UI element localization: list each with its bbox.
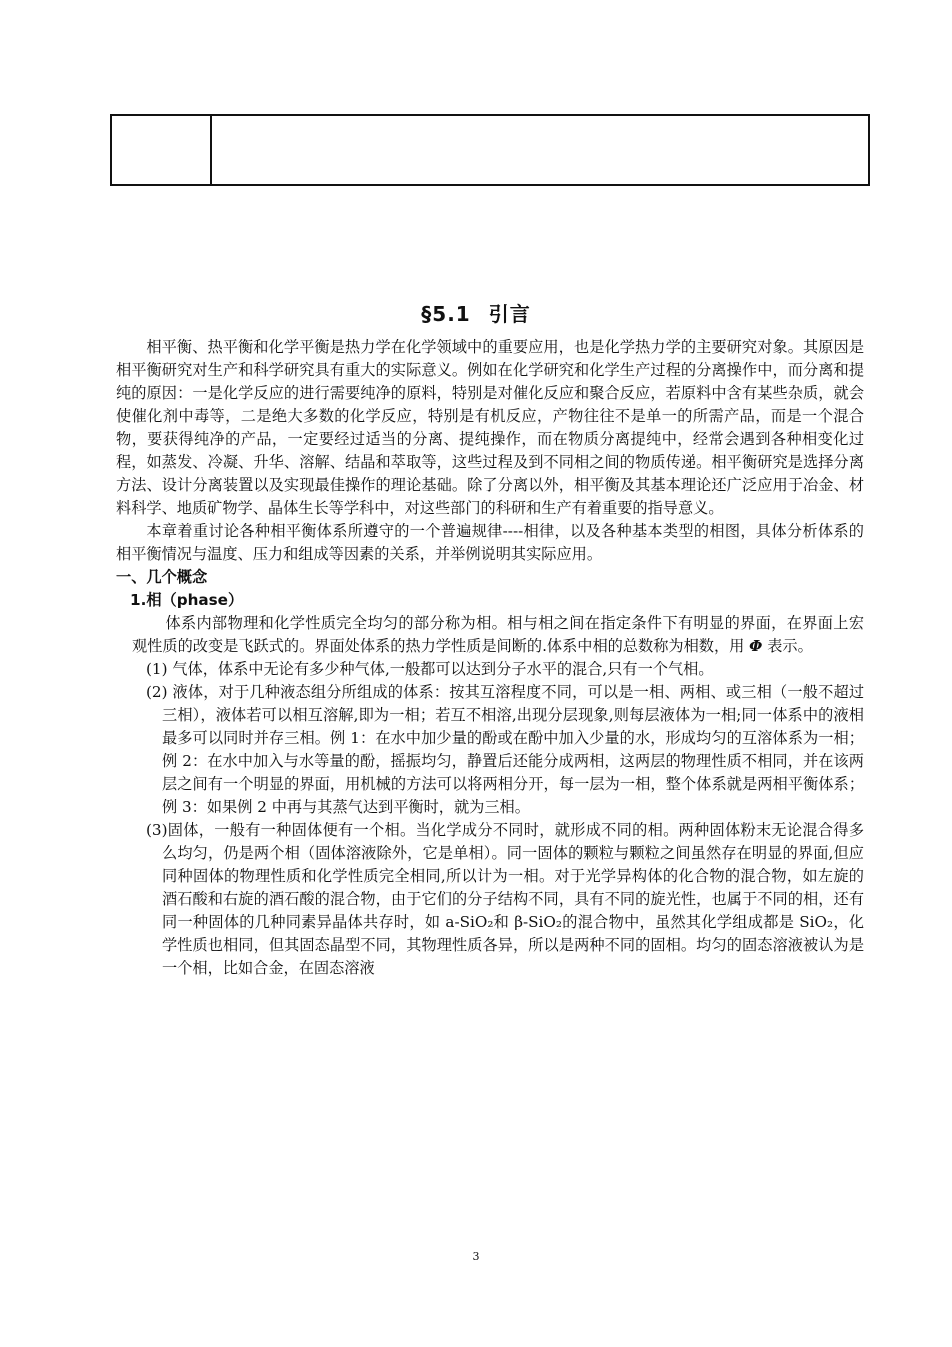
section-title xyxy=(0,298,952,327)
chapter-overview-paragraph: 本章着重讨论各种相平衡体系所遵守的一个普遍规律----相律，以及各种基本类型的相图，具体分析体系的相平衡情况与温度、压力和组成等因素的关系，并举例说明其实际应用。 xyxy=(116,522,864,563)
phase-definition-tail: 表示。 xyxy=(767,637,813,655)
list-item-liquid xyxy=(146,681,864,819)
phase-definition xyxy=(132,612,864,658)
phase-count-symbol: Φ xyxy=(749,637,763,655)
phase-definition-block xyxy=(132,612,864,658)
phase-definition-text: 体系内部物理和化学性质完全均匀的部分称为相。相与相之间在指定条件下有明显的界面，在界面上宏观性质的改变是飞跃式的。界面处体系的热力学性质是间断的.体系中相的总数称为相数，用 xyxy=(132,614,864,655)
list-item-gas xyxy=(146,658,864,681)
list-item-number: (2) xyxy=(146,683,168,701)
list-item-text: 液体，对于几种液态组分所组成的体系：按其互溶程度不同，可以是一相、两相、或三相（一般不超过三相），液体若可以相互溶解,即为一相；若互不相溶,出现分层现象,则每层液体为一相;同一体系中的液相最多可以同时并存三相。例 1：在水中加少量的酚或在酚中加入少量的水，形成均匀的互溶体系为一相；例 2：在水中加入与水等量的酚，摇振均匀，静置后还能分成两相，这两层的物理性质不相同，并在该两层之间有一个明显的界面，用机械的方法可以将两相分开，每一层为一相，整个体系就是两相平衡体系；例 3：如果例 2 中再与其蒸气达到平衡时，就为三相。 xyxy=(162,683,865,816)
list-item-solid xyxy=(146,819,864,980)
heading-phase: 1.相（phase） xyxy=(130,591,244,609)
list-item-text: 固体，一般有一种固体便有一个相。当化学成分不同时，就形成不同的相。两种固体粉末无论混合得多么均匀，仍是两个相（固体溶液除外，它是单相）。同一固体的颗粒与颗粒之间虽然存在明显的界面,但应同种固体的物理性质和化学性质完全相同,所以计为一相。对于光学异构体的化合物的混合物，如左旋的酒石酸和右旋的酒石酸的混合物，由于它们的分子结构不同，具有不同的旋光性，也属于不同的相，还有同一种固体的几种同素异晶体共存时，如 a-SiO₂和 β-SiO₂的混合物中，虽然其化学组成都是 SiO₂，化学性质也相同，但其固态晶型不同，其物理性质各异，所以是两种不同的固相。均匀的固态溶液被认为是一个相，比如合金，在固态溶液 xyxy=(162,821,864,977)
page-number: 3 xyxy=(472,1250,480,1263)
section-number: §5.1 xyxy=(421,302,471,326)
page-content xyxy=(116,336,864,980)
header-table-left-cell xyxy=(112,116,212,184)
list-item-number: (3) xyxy=(146,821,168,839)
heading-concepts: 一、几个概念 xyxy=(116,568,208,586)
intro-paragraph: 相平衡、热平衡和化学平衡是热力学在化学领域中的重要应用，也是化学热力学的主要研究对象。其原因是相平衡研究对生产和科学研究具有重大的实际意义。例如在化学研究和化学生产过程的分离操作中，而分离和提纯的原因：一是化学反应的进行需要纯净的原料，特别是对催化反应和聚合反应，若原料中含有某些杂质，就会使催化剂中毒等，二是绝大多数的化学反应，特别是有机反应，产物往往不是单一的所需产品，而是一个混合物，要获得纯净的产品，一定要经过适当的分离、提纯操作，而在物质分离提纯中，经常会遇到各种相变化过程，如蒸发、冷凝、升华、溶解、结晶和萃取等，这些过程及到不同相之间的物质传递。相平衡研究是选择分离方法、设计分离装置以及实现最佳操作的理论基础。除了分离以外，相平衡及其基本理论还广泛应用于冶金、材料科学、地质矿物学、晶体生长等学科中，对这些部门的科研和生产有着重要的指导意义。 xyxy=(116,338,864,517)
list-item-number: (1) xyxy=(146,660,168,678)
section-title-text: 引言 xyxy=(488,302,531,326)
header-table-right-cell xyxy=(212,116,868,184)
list-item-text: 气体，体系中无论有多少种气体,一般都可以达到分子水平的混合,只有一个气相。 xyxy=(172,660,714,678)
header-table xyxy=(110,114,870,186)
